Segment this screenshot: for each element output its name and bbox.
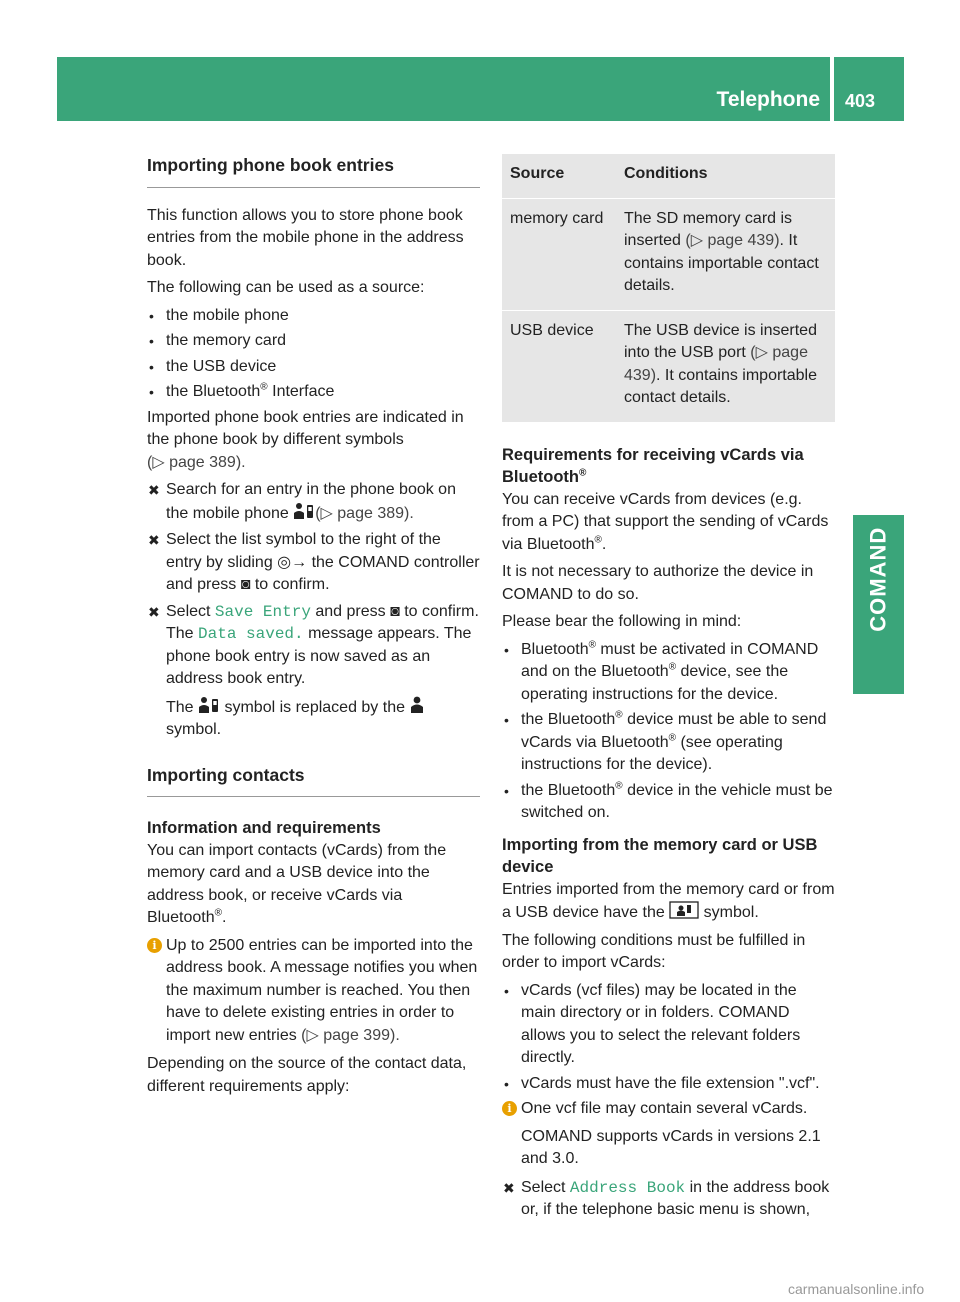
paragraph: It is not necessary to authorize the device in COMAND to do so. <box>502 563 814 603</box>
heading-requirements-vcards: Requirements for receiving vCards via Bluetooth® <box>502 445 804 486</box>
list-item: • the Bluetooth® device must be able to send vCards via Bluetooth® (see operating instructions for the device). <box>502 709 835 777</box>
step-save-entry: ✖ Select Save Entry and press ◙ to confirm. The Data saved. message appears. The phone book entry is now saved as an address book entry. The symbol is replaced by the symbol. <box>148 602 479 738</box>
list-item: • the USB device <box>147 356 480 379</box>
step-arrow-icon: ✖ <box>148 603 160 620</box>
info-icon: i <box>147 938 162 953</box>
info-note: i One vcf file may contain several vCards. COMAND supports vCards in versions 2.1 and 3.0. <box>502 1098 835 1171</box>
paragraph: You can import contacts (vCards) from the memory card and a USB device into the address book, or receive vCards via Bluetooth®. <box>147 841 447 926</box>
info-icon: i <box>502 1101 517 1116</box>
heading-importing-phone-book: Importing phone book entries <box>147 154 480 188</box>
info-note: i Up to 2500 entries can be imported into the address book. A message notifies you when the maximum number is reached. You then have to delete existing entries in order to import new entries (▷ page 399). <box>147 935 480 1048</box>
table-cell: USB device <box>502 310 616 422</box>
paragraph: You can receive vCards from devices (e.g. from a PC) that support the sending of vCards via Bluetooth®. <box>502 490 829 553</box>
side-tab-label: COMAND <box>865 526 891 632</box>
address-book-label: Address Book <box>569 1178 686 1197</box>
header-divider <box>830 57 834 121</box>
paragraph: Depending on the source of the contact data, different requirements apply: <box>147 1055 467 1095</box>
step-arrow-icon: ✖ <box>148 532 160 548</box>
step-select-list-symbol: ✖ Select the list symbol to the right of the entry by sliding ◎→ the COMAND controller and press ◙ to confirm. <box>148 531 480 593</box>
page-header <box>57 57 904 121</box>
card-contact-icon <box>669 901 699 919</box>
source-conditions-table <box>502 154 835 422</box>
step-search: ✖ Search for an entry in the phone book on the mobile phone (▷ page 389). <box>148 481 456 522</box>
footer-watermark: carmanualsonline.info <box>788 1281 925 1297</box>
save-entry-label: Save Entry <box>214 602 311 621</box>
right-column <box>502 154 835 1226</box>
person-phone-icon <box>293 502 315 520</box>
step-arrow-icon: ✖ <box>503 1179 515 1196</box>
side-tab <box>853 515 904 694</box>
person-phone-icon <box>198 696 220 714</box>
page-number: 403 <box>845 91 876 111</box>
table-header: Source <box>502 154 616 198</box>
table-header: Conditions <box>616 154 835 198</box>
step-arrow-icon: ✖ <box>148 482 160 498</box>
list-item: • the memory card <box>147 330 480 353</box>
table-cell: memory card <box>502 198 616 310</box>
list-item: • the Bluetooth® device in the vehicle must be switched on. <box>502 780 835 825</box>
data-saved-label: Data saved. <box>198 625 304 643</box>
list-item: • the Bluetooth® Interface <box>147 381 480 404</box>
table-row <box>502 198 835 310</box>
list-item: • Bluetooth® must be activated in COMAND and on the Bluetooth® device, see the operating instructions for the device. <box>502 639 835 707</box>
list-item: • vCards must have the file extension ".vcf". <box>502 1073 835 1096</box>
paragraph: The following can be used as a source: <box>147 279 425 296</box>
heading-importing-contacts: Importing contacts <box>147 764 480 798</box>
paragraph: Please bear the following in mind: <box>502 613 742 630</box>
table-row <box>502 310 835 422</box>
list-item: • the mobile phone <box>147 305 480 328</box>
paragraph: The following conditions must be fulfilled in order to import vCards: <box>502 931 806 971</box>
list-item: • vCards (vcf files) may be located in the main directory or in folders. COMAND allows you to select the relevant folders directly. <box>502 980 835 1070</box>
table-cell: The USB device is inserted into the USB port (▷ page 439). It contains importable contact details. <box>616 310 835 422</box>
table-cell: The SD memory card is inserted (▷ page 439). It contains importable contact details. <box>616 198 835 310</box>
left-column <box>147 154 480 1103</box>
heading-importing-memory-usb: Importing from the memory card or USB device <box>502 835 818 876</box>
paragraph: This function allows you to store phone book entries from the mobile phone in the address book. <box>147 206 464 269</box>
person-icon <box>409 696 425 714</box>
paragraph: Imported phone book entries are indicated in the phone book by different symbols (▷ page 389). <box>147 408 464 471</box>
step-select-address-book: ✖ Select Address Book in the address book or, if the telephone basic menu is shown, <box>503 1178 830 1218</box>
heading-information-requirements: Information and requirements <box>147 819 381 837</box>
paragraph: Entries imported from the memory card or from a USB device have the symbol. <box>502 880 835 921</box>
section-title: Telephone <box>716 88 820 111</box>
